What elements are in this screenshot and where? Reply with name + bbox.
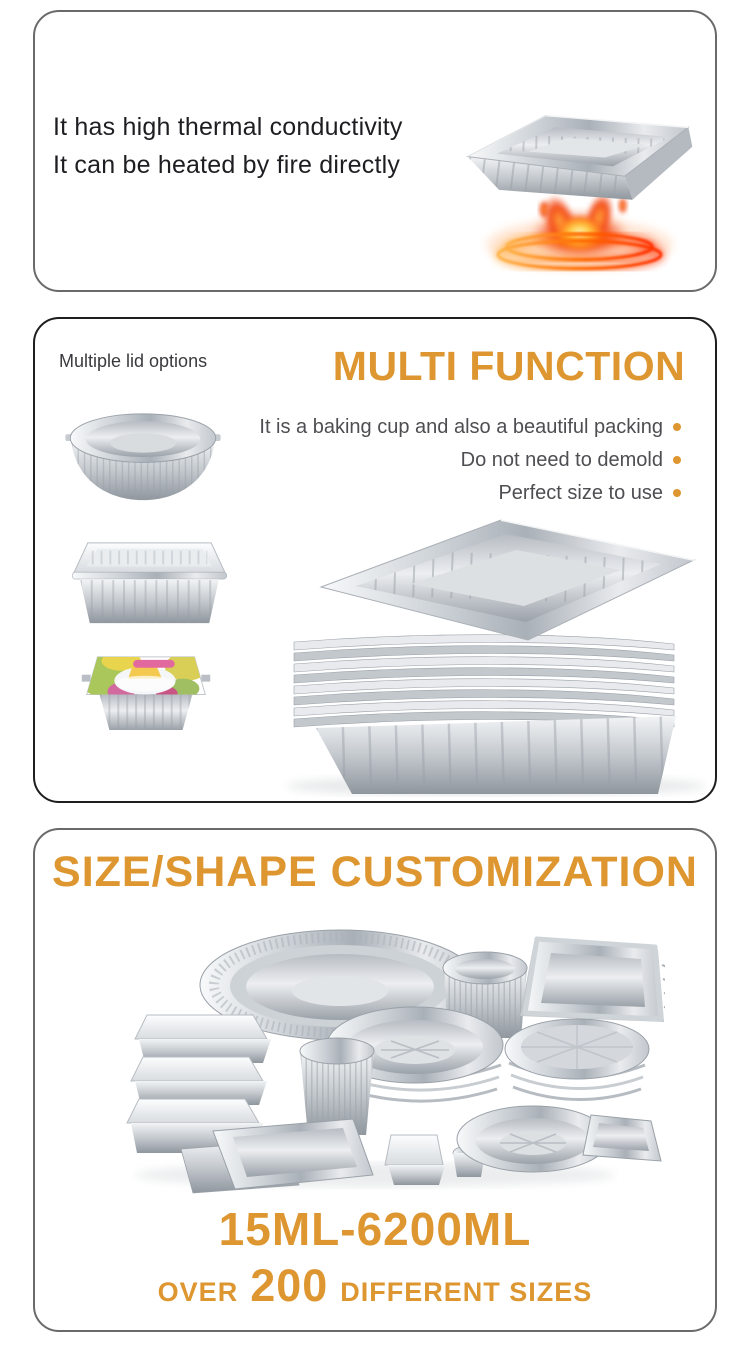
foil-tray-over-fire-illustration <box>450 96 710 276</box>
sizes-suffix: DIFFERENT SIZES <box>340 1277 593 1307</box>
thermal-conductivity-card <box>33 10 717 292</box>
bullet-text: Perfect size to use <box>498 482 663 504</box>
bullet-dot-icon <box>673 489 681 497</box>
bullet-dot-icon <box>673 456 681 464</box>
sizes-prefix: OVER <box>157 1277 239 1307</box>
customization-card <box>33 828 717 1332</box>
round-foil-bowl-illustration <box>65 409 221 506</box>
capacity-range: 15ML-6200ML <box>218 1203 532 1255</box>
multifunction-title: MULTI FUNCTION <box>332 343 686 389</box>
bullet-dot-icon <box>673 423 681 431</box>
sizes-line <box>35 1260 715 1312</box>
thermal-line-2: It can be heated by fire directly <box>53 151 401 179</box>
bullet-item <box>259 444 681 477</box>
assorted-foil-containers-illustration <box>85 922 665 1194</box>
stacked-loaf-pans-illustration <box>205 502 707 797</box>
multifunction-card <box>33 317 717 803</box>
bullet-text: Do not need to demold <box>460 449 663 471</box>
bullet-item <box>259 411 681 444</box>
bullet-text: It is a baking cup and also a beautiful packing <box>259 416 663 438</box>
printed-lid-container-illustration <box>80 651 212 735</box>
multifunction-bullet-list <box>259 411 681 510</box>
customization-title: SIZE/SHAPE CUSTOMIZATION <box>52 848 698 896</box>
lid-options-note: Multiple lid options <box>59 351 208 371</box>
thermal-line-1: It has high thermal conductivity <box>53 113 403 141</box>
sizes-count: 200 <box>250 1260 329 1311</box>
thermal-text <box>53 108 403 184</box>
